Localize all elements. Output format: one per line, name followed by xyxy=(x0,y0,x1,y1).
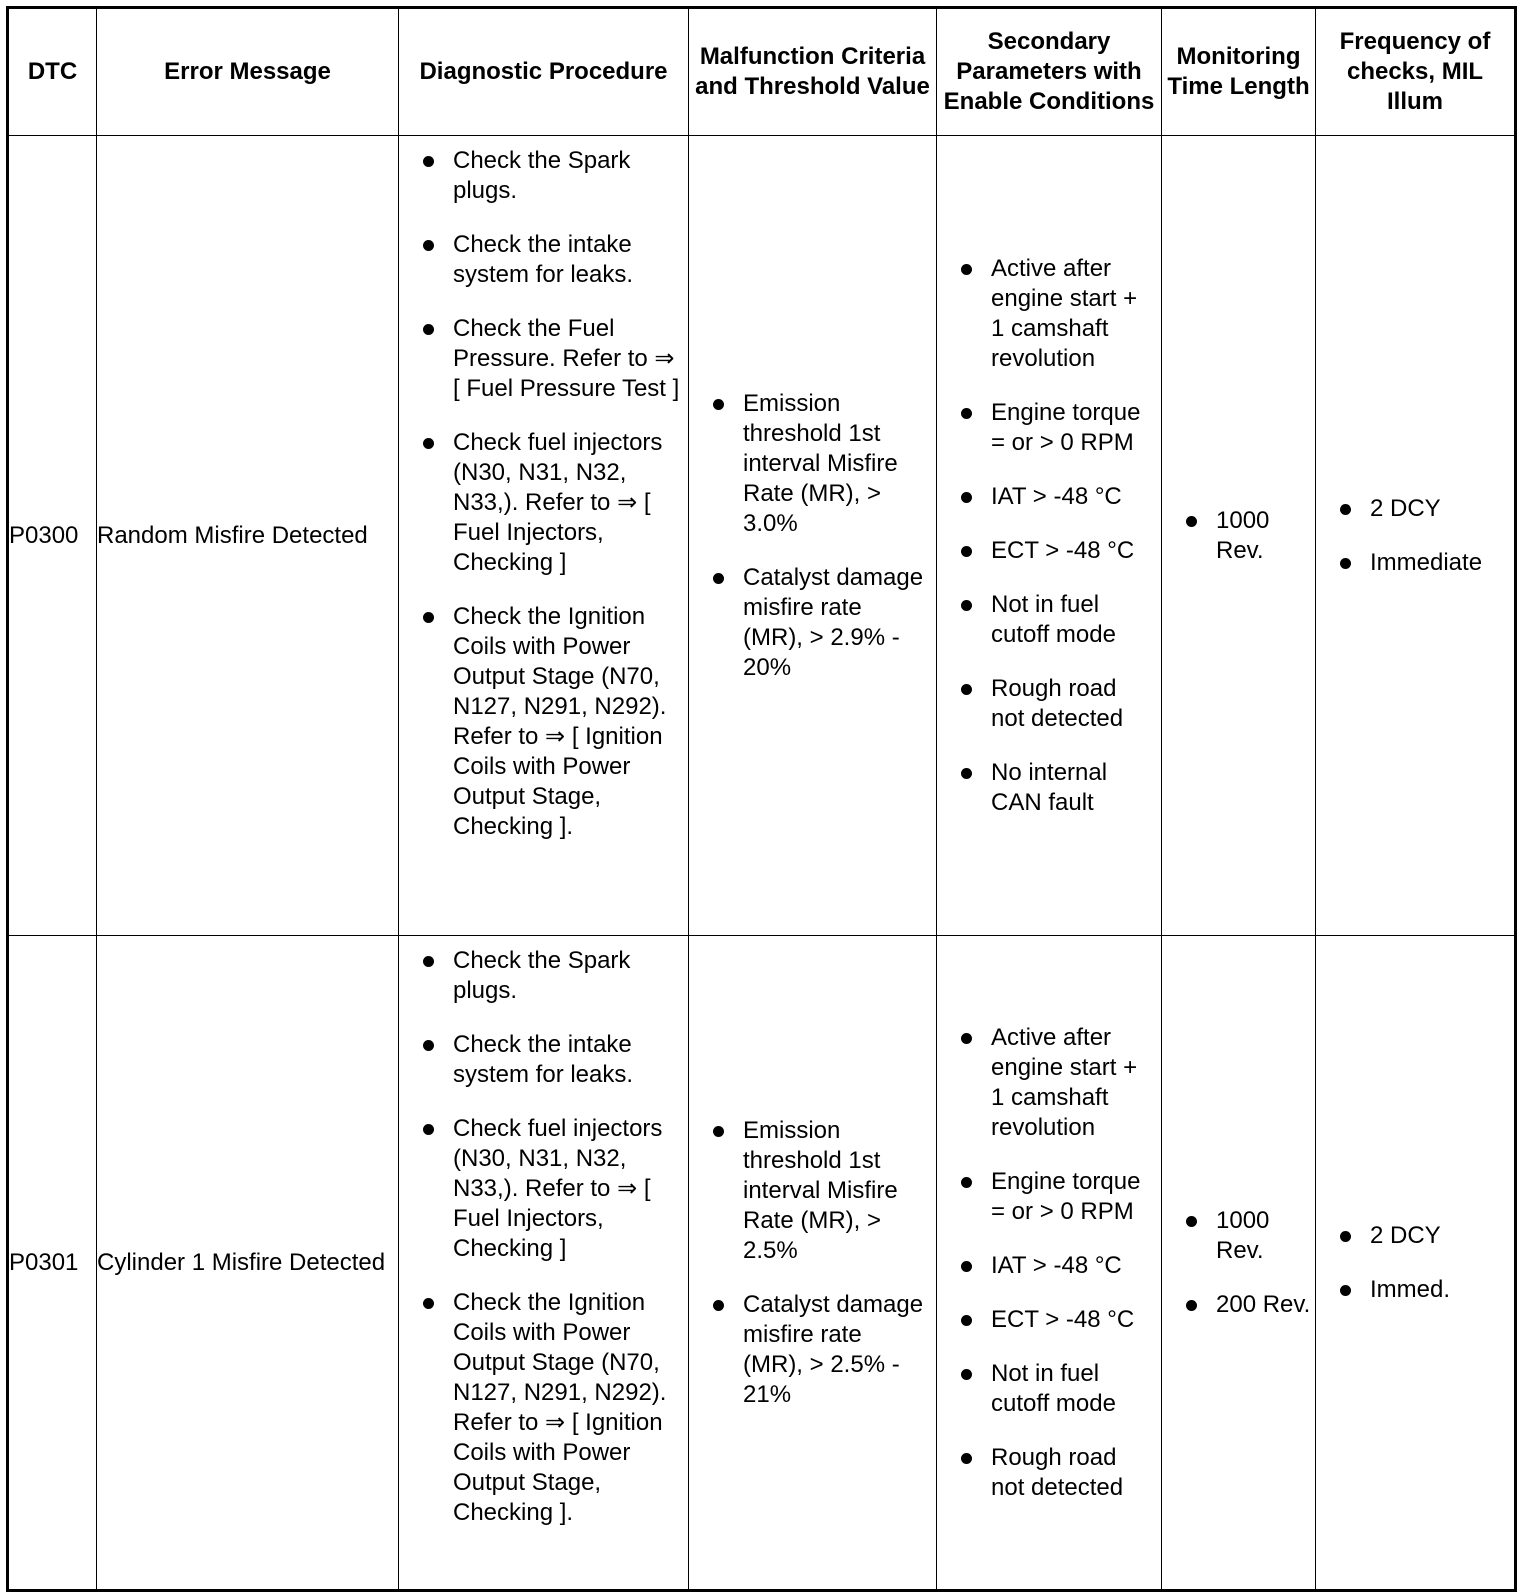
malfunction-criteria-cell xyxy=(689,136,937,936)
malfunction-criteria-cell xyxy=(689,936,937,1591)
enable-condition-item: Not in fuel cutoff mode xyxy=(937,1359,1161,1419)
table-row xyxy=(8,136,1516,936)
criteria-item: Emission threshold 1st interval Misfire Rate (MR), > 3.0% xyxy=(689,389,936,539)
enable-conditions-cell xyxy=(937,936,1162,1591)
procedure-item: Check the intake system for leaks. xyxy=(399,1030,688,1090)
enable-condition-item: IAT > -48 °C xyxy=(937,482,1161,512)
enable-condition-item: Rough road not detected xyxy=(937,674,1161,734)
criteria-item: Catalyst damage misfire rate (MR), > 2.9% - 20% xyxy=(689,563,936,683)
procedure-item: Check the intake system for leaks. xyxy=(399,230,688,290)
procedure-item: Check the Ignition Coils with Power Output Stage (N70, N127, N291, N292). Refer to ⇒ [ Ignition Coils with Power Output Stage, Checking ]. xyxy=(399,1288,688,1528)
header-monitoring-time: Monitoring Time Length xyxy=(1162,8,1316,136)
enable-condition-item: Active after engine start + 1 camshaft revolution xyxy=(937,254,1161,374)
monitoring-item: 1000 Rev. xyxy=(1162,1206,1315,1266)
procedure-item: Check the Spark plugs. xyxy=(399,946,688,1006)
enable-condition-item: ECT > -48 °C xyxy=(937,1305,1161,1335)
monitoring-time-cell xyxy=(1162,136,1316,936)
header-secondary-parameters: Secondary Parameters with Enable Conditions xyxy=(937,8,1162,136)
frequency-item: 2 DCY xyxy=(1316,1221,1514,1251)
procedure-item: Check fuel injectors (N30, N31, N32, N33,). Refer to ⇒ [ Fuel Injectors, Checking ] xyxy=(399,1114,688,1264)
diagnostic-procedure-cell xyxy=(399,136,689,936)
header-malfunction-criteria: Malfunction Criteria and Threshold Value xyxy=(689,8,937,136)
monitoring-time-cell xyxy=(1162,936,1316,1591)
frequency-cell xyxy=(1316,136,1516,936)
enable-condition-item: No internal CAN fault xyxy=(937,758,1161,818)
enable-condition-item: Rough road not detected xyxy=(937,1443,1161,1503)
frequency-item: 2 DCY xyxy=(1316,494,1514,524)
diagnostic-procedure-cell xyxy=(399,936,689,1591)
enable-condition-item: Not in fuel cutoff mode xyxy=(937,590,1161,650)
monitoring-item: 200 Rev. xyxy=(1162,1290,1315,1320)
header-row xyxy=(8,8,1516,136)
criteria-item: Emission threshold 1st interval Misfire Rate (MR), > 2.5% xyxy=(689,1116,936,1266)
error-message: Cylinder 1 Misfire Detected xyxy=(97,936,399,1591)
criteria-item: Catalyst damage misfire rate (MR), > 2.5% - 21% xyxy=(689,1290,936,1410)
error-message: Random Misfire Detected xyxy=(97,136,399,936)
procedure-item: Check fuel injectors (N30, N31, N32, N33,). Refer to ⇒ [ Fuel Injectors, Checking ] xyxy=(399,428,688,578)
enable-conditions-cell xyxy=(937,136,1162,936)
enable-condition-item: Active after engine start + 1 camshaft revolution xyxy=(937,1023,1161,1143)
dtc-code: P0301 xyxy=(8,936,97,1591)
header-frequency: Frequency of checks, MIL Illum xyxy=(1316,8,1516,136)
enable-condition-item: Engine torque = or > 0 RPM xyxy=(937,398,1161,458)
header-error-message: Error Message xyxy=(97,8,399,136)
dtc-table xyxy=(6,6,1517,1592)
frequency-item: Immed. xyxy=(1316,1275,1514,1305)
monitoring-item: 1000 Rev. xyxy=(1162,506,1315,566)
enable-condition-item: IAT > -48 °C xyxy=(937,1251,1161,1281)
header-dtc: DTC xyxy=(8,8,97,136)
procedure-item: Check the Ignition Coils with Power Output Stage (N70, N127, N291, N292). Refer to ⇒ [ Ignition Coils with Power Output Stage, Checking ]. xyxy=(399,602,688,842)
frequency-cell xyxy=(1316,936,1516,1591)
frequency-item: Immediate xyxy=(1316,548,1514,578)
table-row xyxy=(8,936,1516,1591)
enable-condition-item: Engine torque = or > 0 RPM xyxy=(937,1167,1161,1227)
enable-condition-item: ECT > -48 °C xyxy=(937,536,1161,566)
header-diagnostic-procedure: Diagnostic Procedure xyxy=(399,8,689,136)
procedure-item: Check the Spark plugs. xyxy=(399,146,688,206)
procedure-item: Check the Fuel Pressure. Refer to ⇒ [ Fuel Pressure Test ] xyxy=(399,314,688,404)
dtc-code: P0300 xyxy=(8,136,97,936)
